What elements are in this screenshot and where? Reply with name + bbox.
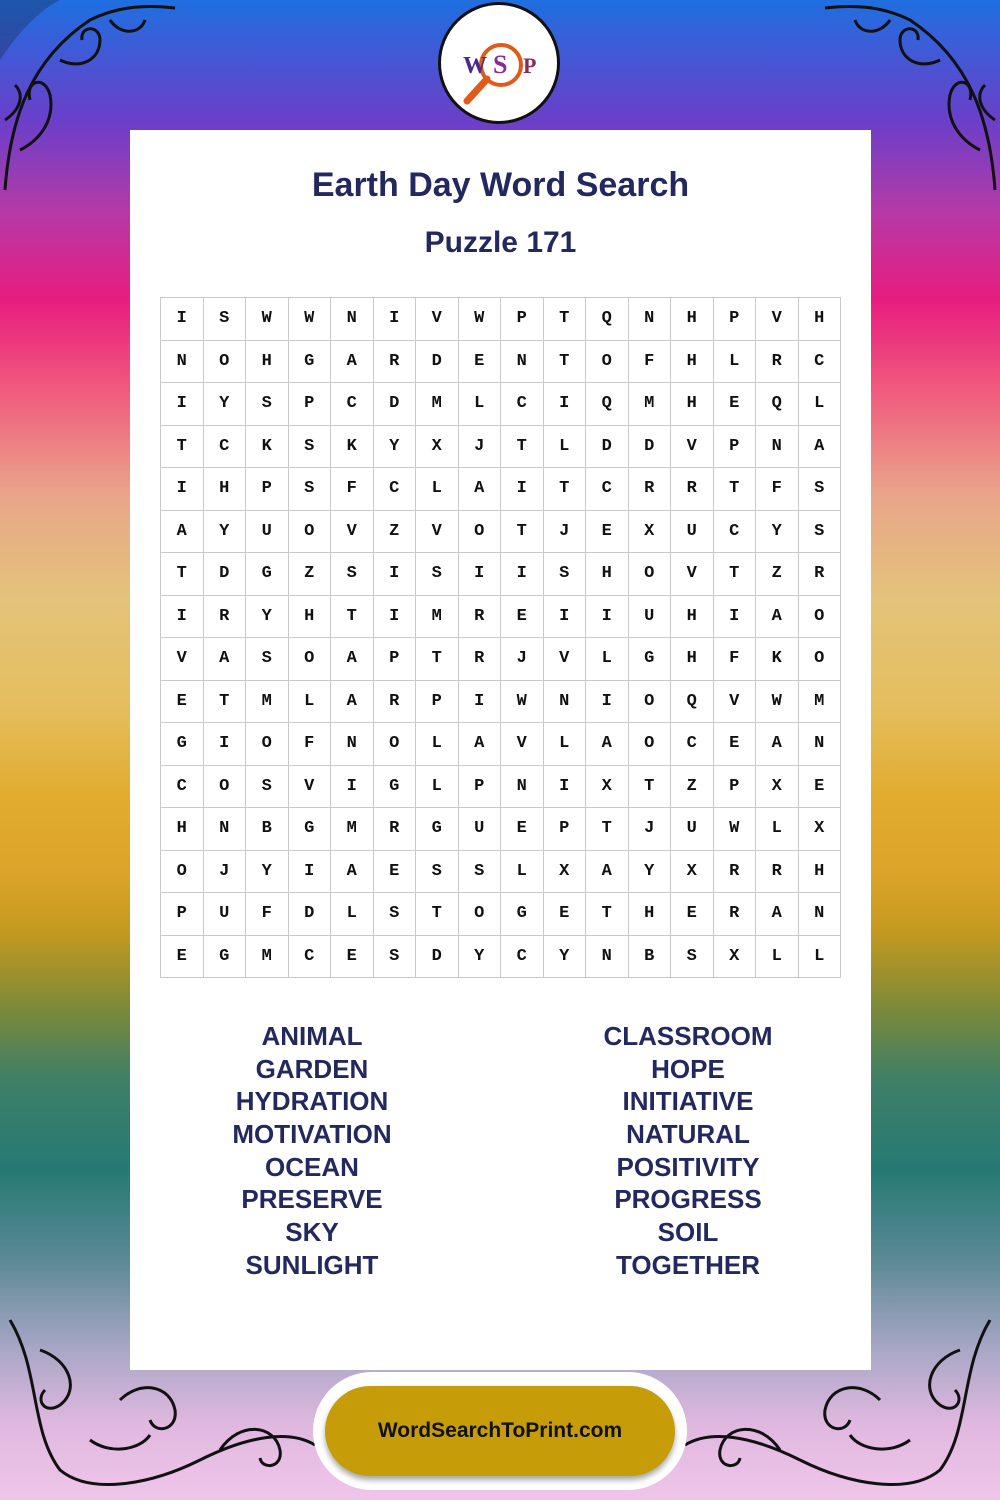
grid-cell[interactable]: C	[204, 426, 247, 469]
grid-cell[interactable]: I	[374, 298, 417, 341]
grid-cell[interactable]: O	[246, 723, 289, 766]
grid-cell[interactable]: P	[416, 681, 459, 724]
grid-cell[interactable]: H	[629, 893, 672, 936]
grid-cell[interactable]: F	[756, 468, 799, 511]
grid-cell[interactable]: X	[416, 426, 459, 469]
grid-cell[interactable]: S	[459, 851, 502, 894]
grid-cell[interactable]: S	[544, 553, 587, 596]
grid-cell[interactable]: M	[246, 936, 289, 979]
grid-cell[interactable]: N	[756, 426, 799, 469]
footer-badge	[313, 1372, 687, 1490]
grid-cell[interactable]: D	[416, 936, 459, 979]
grid-cell[interactable]: P	[246, 468, 289, 511]
grid-cell[interactable]: U	[629, 596, 672, 639]
grid-cell[interactable]: W	[246, 298, 289, 341]
word-item: CLASSROOM	[603, 1021, 773, 1051]
grid-cell[interactable]: R	[756, 851, 799, 894]
grid-cell[interactable]: I	[161, 298, 204, 341]
grid-cell[interactable]: T	[544, 468, 587, 511]
grid-cell[interactable]: P	[161, 893, 204, 936]
grid-cell[interactable]: A	[161, 511, 204, 554]
grid-cell[interactable]: M	[629, 383, 672, 426]
grid-cell[interactable]: V	[289, 766, 332, 809]
grid-cell[interactable]: I	[544, 766, 587, 809]
grid-cell[interactable]: M	[331, 808, 374, 851]
grid-cell[interactable]: I	[161, 468, 204, 511]
grid-cell[interactable]: S	[374, 936, 417, 979]
grid-cell[interactable]: N	[501, 766, 544, 809]
word-item: SUNLIGHT	[245, 1249, 379, 1280]
grid-cell[interactable]: O	[799, 596, 842, 639]
word-list-left	[162, 1020, 462, 1282]
grid-cell[interactable]: D	[289, 893, 332, 936]
grid-cell[interactable]: R	[714, 851, 757, 894]
grid-cell[interactable]: H	[246, 341, 289, 384]
grid-cell[interactable]: R	[374, 681, 417, 724]
grid-cell[interactable]: V	[756, 298, 799, 341]
grid-cell[interactable]: B	[629, 936, 672, 979]
grid-cell[interactable]: E	[501, 596, 544, 639]
grid-cell[interactable]: O	[204, 766, 247, 809]
grid-cell[interactable]: G	[289, 341, 332, 384]
grid-cell[interactable]: H	[161, 808, 204, 851]
grid-cell[interactable]: R	[629, 468, 672, 511]
grid-cell[interactable]: J	[629, 808, 672, 851]
grid-cell[interactable]: U	[204, 893, 247, 936]
grid-cell[interactable]: U	[459, 808, 502, 851]
grid-cell[interactable]: A	[756, 596, 799, 639]
grid-cell[interactable]: V	[161, 638, 204, 681]
grid-cell[interactable]: G	[416, 808, 459, 851]
grid-cell[interactable]: N	[629, 298, 672, 341]
grid-cell[interactable]: W	[756, 681, 799, 724]
grid-cell[interactable]: V	[331, 511, 374, 554]
grid-cell[interactable]: L	[416, 766, 459, 809]
grid-cell[interactable]: H	[289, 596, 332, 639]
grid-cell[interactable]: D	[416, 341, 459, 384]
logo-graphic	[441, 5, 557, 121]
page-title: Earth Day Word Search	[311, 166, 690, 204]
grid-cell[interactable]: C	[331, 383, 374, 426]
grid-cell[interactable]: E	[544, 893, 587, 936]
grid-cell[interactable]: V	[714, 681, 757, 724]
grid-cell[interactable]: I	[331, 766, 374, 809]
grid-cell[interactable]: C	[586, 468, 629, 511]
grid-cell[interactable]: Q	[586, 298, 629, 341]
grid-cell[interactable]: M	[416, 596, 459, 639]
grid-cell[interactable]: T	[331, 596, 374, 639]
grid-cell[interactable]: V	[671, 426, 714, 469]
grid-cell[interactable]: T	[161, 426, 204, 469]
word-item: HYDRATION	[235, 1086, 389, 1117]
grid-cell[interactable]: I	[501, 553, 544, 596]
grid-cell[interactable]: Y	[246, 596, 289, 639]
grid-cell[interactable]: H	[671, 638, 714, 681]
grid-cell[interactable]: X	[629, 511, 672, 554]
grid-cell[interactable]: O	[161, 851, 204, 894]
grid-cell[interactable]: I	[374, 553, 417, 596]
grid-cell[interactable]: P	[374, 638, 417, 681]
word-item: ANIMAL	[261, 1021, 363, 1051]
grid-cell[interactable]: L	[459, 383, 502, 426]
grid-cell[interactable]: C	[671, 723, 714, 766]
grid-cell[interactable]: I	[204, 723, 247, 766]
grid-cell[interactable]: R	[714, 893, 757, 936]
grid-cell[interactable]: L	[331, 893, 374, 936]
grid-cell[interactable]: L	[586, 638, 629, 681]
grid-cell[interactable]: A	[331, 638, 374, 681]
grid-cell[interactable]: H	[586, 553, 629, 596]
puzzle-number: Puzzle 171	[424, 226, 577, 259]
word-item: HOPE	[651, 1053, 725, 1084]
grid-cell[interactable]: N	[331, 723, 374, 766]
grid-cell[interactable]: J	[459, 426, 502, 469]
grid-cell[interactable]: F	[331, 468, 374, 511]
grid-cell[interactable]: E	[161, 681, 204, 724]
letter-grid	[160, 297, 841, 978]
grid-cell[interactable]: S	[289, 468, 332, 511]
grid-cell[interactable]: S	[331, 553, 374, 596]
grid-cell[interactable]: E	[161, 936, 204, 979]
grid-cell[interactable]: A	[331, 851, 374, 894]
word-item: PRESERVE	[241, 1184, 383, 1215]
grid-cell[interactable]: Y	[374, 426, 417, 469]
grid-cell[interactable]: L	[756, 936, 799, 979]
grid-cell[interactable]: H	[204, 468, 247, 511]
grid-cell[interactable]: U	[671, 808, 714, 851]
grid-cell[interactable]: W	[289, 298, 332, 341]
grid-cell[interactable]: I	[501, 468, 544, 511]
grid-cell[interactable]: C	[501, 383, 544, 426]
grid-cell[interactable]: H	[671, 383, 714, 426]
grid-cell[interactable]: A	[331, 341, 374, 384]
grid-cell[interactable]: R	[799, 553, 842, 596]
grid-cell[interactable]: I	[459, 553, 502, 596]
word-item: POSITIVITY	[616, 1151, 760, 1182]
grid-cell[interactable]: X	[586, 766, 629, 809]
grid-cell[interactable]: H	[799, 851, 842, 894]
grid-cell[interactable]: Z	[671, 766, 714, 809]
grid-cell[interactable]: D	[629, 426, 672, 469]
grid-cell[interactable]: Y	[204, 511, 247, 554]
grid-cell[interactable]: S	[416, 851, 459, 894]
grid-cell[interactable]: R	[756, 341, 799, 384]
grid-cell[interactable]: N	[501, 341, 544, 384]
grid-cell[interactable]: L	[289, 681, 332, 724]
website-url: WordSearchToPrint.com	[377, 1419, 623, 1442]
grid-cell[interactable]: P	[459, 766, 502, 809]
grid-cell[interactable]: Y	[459, 936, 502, 979]
grid-cell[interactable]: G	[246, 553, 289, 596]
grid-cell[interactable]: H	[671, 596, 714, 639]
grid-cell[interactable]: L	[799, 383, 842, 426]
grid-cell[interactable]: U	[246, 511, 289, 554]
grid-cell[interactable]: S	[289, 426, 332, 469]
grid-cell[interactable]: O	[629, 723, 672, 766]
grid-cell[interactable]: M	[246, 681, 289, 724]
grid-cell[interactable]: R	[671, 468, 714, 511]
grid-cell[interactable]: Y	[756, 511, 799, 554]
grid-cell[interactable]: X	[714, 936, 757, 979]
word-item: PROGRESS	[614, 1184, 762, 1215]
grid-cell[interactable]: N	[204, 808, 247, 851]
grid-cell[interactable]: O	[289, 638, 332, 681]
grid-cell[interactable]: C	[501, 936, 544, 979]
grid-cell[interactable]: W	[501, 681, 544, 724]
grid-cell[interactable]: Q	[586, 383, 629, 426]
grid-cell[interactable]: V	[501, 723, 544, 766]
grid-cell[interactable]: P	[714, 766, 757, 809]
grid-cell[interactable]: I	[586, 681, 629, 724]
grid-cell[interactable]: I	[161, 383, 204, 426]
grid-cell[interactable]: I	[459, 681, 502, 724]
grid-cell[interactable]: L	[544, 426, 587, 469]
grid-cell[interactable]: U	[671, 511, 714, 554]
grid-cell[interactable]: F	[289, 723, 332, 766]
grid-cell[interactable]: T	[501, 426, 544, 469]
grid-cell[interactable]: T	[544, 341, 587, 384]
grid-cell[interactable]: E	[714, 723, 757, 766]
word-item: MOTIVATION	[232, 1119, 392, 1150]
grid-cell[interactable]: J	[501, 638, 544, 681]
grid-cell[interactable]: E	[586, 511, 629, 554]
grid-cell[interactable]: R	[374, 808, 417, 851]
grid-cell[interactable]: T	[629, 766, 672, 809]
grid-cell[interactable]: M	[416, 383, 459, 426]
grid-cell[interactable]: I	[714, 596, 757, 639]
grid-cell[interactable]: K	[246, 426, 289, 469]
grid-cell[interactable]: E	[374, 851, 417, 894]
grid-cell[interactable]: L	[501, 851, 544, 894]
grid-cell[interactable]: E	[714, 383, 757, 426]
grid-cell[interactable]: Q	[671, 681, 714, 724]
grid-cell[interactable]: V	[671, 553, 714, 596]
grid-cell[interactable]: O	[799, 638, 842, 681]
grid-cell[interactable]: Y	[629, 851, 672, 894]
grid-cell[interactable]: I	[544, 596, 587, 639]
grid-cell[interactable]: L	[756, 808, 799, 851]
grid-cell[interactable]: N	[161, 341, 204, 384]
grid-cell[interactable]: S	[671, 936, 714, 979]
grid-cell[interactable]: L	[416, 723, 459, 766]
grid-cell[interactable]: O	[629, 681, 672, 724]
grid-cell[interactable]: G	[629, 638, 672, 681]
grid-cell[interactable]: G	[501, 893, 544, 936]
grid-cell[interactable]: V	[544, 638, 587, 681]
grid-cell[interactable]: X	[756, 766, 799, 809]
word-item: NATURAL	[626, 1119, 750, 1150]
grid-cell[interactable]: Q	[756, 383, 799, 426]
word-item: INITIATIVE	[622, 1086, 754, 1117]
word-item: GARDEN	[255, 1053, 369, 1084]
grid-cell[interactable]: A	[331, 681, 374, 724]
grid-cell[interactable]: A	[459, 468, 502, 511]
grid-cell[interactable]: L	[544, 723, 587, 766]
grid-cell[interactable]: R	[374, 341, 417, 384]
grid-cell[interactable]: C	[374, 468, 417, 511]
grid-cell[interactable]: E	[671, 893, 714, 936]
grid-cell[interactable]: E	[459, 341, 502, 384]
grid-cell[interactable]: T	[714, 468, 757, 511]
grid-cell[interactable]: X	[799, 808, 842, 851]
grid-cell[interactable]: D	[374, 383, 417, 426]
grid-cell[interactable]: X	[671, 851, 714, 894]
grid-cell[interactable]: Z	[289, 553, 332, 596]
grid-cell[interactable]: S	[204, 298, 247, 341]
grid-cell[interactable]: C	[161, 766, 204, 809]
grid-cell[interactable]: N	[799, 723, 842, 766]
grid-cell[interactable]: P	[714, 298, 757, 341]
grid-cell[interactable]: L	[416, 468, 459, 511]
grid-cell[interactable]: T	[586, 808, 629, 851]
word-item: SKY	[285, 1217, 339, 1248]
grid-cell[interactable]: K	[331, 426, 374, 469]
grid-cell[interactable]: E	[331, 936, 374, 979]
grid-cell[interactable]: Y	[544, 936, 587, 979]
grid-cell[interactable]: T	[544, 298, 587, 341]
grid-cell[interactable]: O	[289, 511, 332, 554]
grid-cell[interactable]: O	[629, 553, 672, 596]
grid-cell[interactable]: P	[544, 808, 587, 851]
site-logo[interactable]	[438, 2, 560, 124]
grid-cell[interactable]: T	[204, 681, 247, 724]
website-link[interactable]	[325, 1386, 675, 1476]
grid-cell[interactable]: A	[586, 851, 629, 894]
grid-cell[interactable]: W	[714, 808, 757, 851]
grid-cell[interactable]: G	[289, 808, 332, 851]
grid-cell[interactable]: S	[416, 553, 459, 596]
grid-cell[interactable]: H	[671, 341, 714, 384]
grid-cell[interactable]: K	[756, 638, 799, 681]
grid-cell[interactable]: P	[714, 426, 757, 469]
grid-cell[interactable]: G	[161, 723, 204, 766]
grid-cell[interactable]: T	[501, 511, 544, 554]
grid-cell[interactable]: A	[586, 723, 629, 766]
grid-cell[interactable]: S	[246, 766, 289, 809]
grid-cell[interactable]: W	[459, 298, 502, 341]
grid-cell[interactable]: V	[416, 298, 459, 341]
grid-cell[interactable]: N	[586, 936, 629, 979]
grid-cell[interactable]: Z	[374, 511, 417, 554]
grid-cell[interactable]: A	[756, 723, 799, 766]
grid-cell[interactable]: I	[544, 383, 587, 426]
grid-cell[interactable]: S	[246, 383, 289, 426]
grid-cell[interactable]: C	[799, 341, 842, 384]
grid-cell[interactable]: I	[161, 596, 204, 639]
grid-cell[interactable]: L	[799, 936, 842, 979]
grid-cell[interactable]: S	[374, 893, 417, 936]
grid-cell[interactable]: P	[289, 383, 332, 426]
puzzle-card	[130, 130, 871, 1370]
grid-cell[interactable]: F	[246, 893, 289, 936]
grid-cell[interactable]: I	[289, 851, 332, 894]
grid-cell[interactable]: R	[459, 596, 502, 639]
grid-cell[interactable]: O	[459, 893, 502, 936]
grid-cell[interactable]: R	[459, 638, 502, 681]
grid-cell[interactable]: C	[289, 936, 332, 979]
grid-cell[interactable]: D	[204, 553, 247, 596]
grid-cell[interactable]: E	[501, 808, 544, 851]
grid-cell[interactable]: E	[799, 766, 842, 809]
word-item: SOIL	[657, 1217, 719, 1248]
logo-letter-w: W	[463, 53, 487, 79]
grid-cell[interactable]: Y	[204, 383, 247, 426]
word-list-right	[538, 1020, 838, 1282]
grid-cell[interactable]: V	[416, 511, 459, 554]
grid-cell[interactable]: S	[246, 638, 289, 681]
grid-cell[interactable]: I	[586, 596, 629, 639]
grid-cell[interactable]: A	[204, 638, 247, 681]
grid-cell[interactable]: R	[204, 596, 247, 639]
grid-cell[interactable]: X	[544, 851, 587, 894]
grid-cell[interactable]: T	[586, 893, 629, 936]
grid-cell[interactable]: G	[374, 766, 417, 809]
word-item: OCEAN	[265, 1151, 359, 1182]
grid-cell[interactable]: T	[416, 638, 459, 681]
grid-cell[interactable]: B	[246, 808, 289, 851]
grid-cell[interactable]: T	[714, 553, 757, 596]
grid-cell[interactable]: N	[799, 893, 842, 936]
grid-cell[interactable]: A	[756, 893, 799, 936]
grid-cell[interactable]: S	[799, 468, 842, 511]
grid-cell[interactable]: O	[586, 341, 629, 384]
grid-cell[interactable]: F	[714, 638, 757, 681]
grid-cell[interactable]: O	[459, 511, 502, 554]
grid-cell[interactable]: L	[714, 341, 757, 384]
grid-cell[interactable]: S	[799, 511, 842, 554]
grid-cell[interactable]: N	[331, 298, 374, 341]
grid-cell[interactable]: F	[629, 341, 672, 384]
grid-cell[interactable]: P	[501, 298, 544, 341]
grid-cell[interactable]: J	[204, 851, 247, 894]
grid-cell[interactable]: T	[416, 893, 459, 936]
grid-cell[interactable]: A	[459, 723, 502, 766]
logo-letter-p: P	[523, 53, 537, 78]
grid-cell[interactable]: H	[799, 298, 842, 341]
grid-cell[interactable]: G	[204, 936, 247, 979]
grid-cell[interactable]: Y	[246, 851, 289, 894]
grid-cell[interactable]: N	[544, 681, 587, 724]
grid-cell[interactable]: M	[799, 681, 842, 724]
grid-cell[interactable]: J	[544, 511, 587, 554]
grid-cell[interactable]: O	[374, 723, 417, 766]
logo-letter-s: S	[493, 50, 508, 79]
grid-cell[interactable]: Z	[756, 553, 799, 596]
grid-cell[interactable]: I	[374, 596, 417, 639]
grid-cell[interactable]: H	[671, 298, 714, 341]
word-item: TOGETHER	[616, 1249, 760, 1280]
grid-cell[interactable]: T	[161, 553, 204, 596]
grid-cell[interactable]: A	[799, 426, 842, 469]
grid-cell[interactable]: O	[204, 341, 247, 384]
grid-cell[interactable]: C	[714, 511, 757, 554]
grid-cell[interactable]: D	[586, 426, 629, 469]
